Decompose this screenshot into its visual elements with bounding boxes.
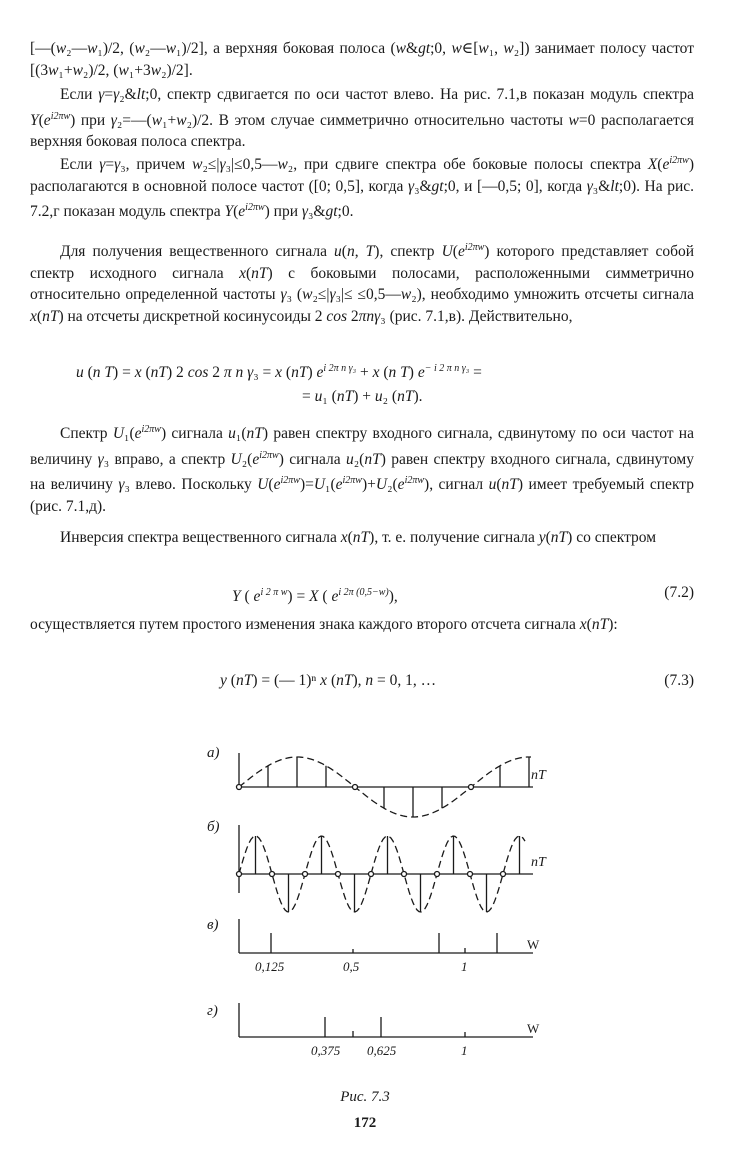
figure-caption: Рис. 7.3 (340, 1089, 390, 1105)
panel-v-axis-label: W (527, 937, 540, 952)
equation-7-2-body: Y ( $e^{i 2 \pi w}) = X$ ( $e^{i 2\pi (0,5-w)}$), (232, 587, 398, 606)
zero-crossing-marker (336, 872, 341, 877)
page-number: 172 (353, 1115, 377, 1131)
panel-label-a: а) (207, 745, 220, 761)
paragraph-3: Если γ=γ₃, причем w₂≤|γ₃|≤0,5—w₂, при сдвиге спектра обе боковые полосы спектра $X(e^{i2\pi w})$ располагаются в основной полосе частот ([0; 0,5], когда γ₃&gt;0, и [—0,5; 0], когда γ₃&lt;0). На рис. 7.2,г показан модуль спектра $Y(e^{i2\pi w})$ при γ₃&gt;0. (30, 155, 695, 221)
paragraph-7: осуществляется путем простого изменения знака каждого второго отсчета сигнала x(nT): (30, 616, 618, 633)
zero-crossing-marker (469, 785, 474, 790)
paragraph-4: Для получения вещественного сигнала u(n, T), спектр $U(e^{i2\pi w})$ которого представляет собой спектр исходного сигнала x(nT) с боковыми полосами, расположенными симметрично относительно определенной частоты γ₃ (w₂≤|γ₃|≤ ≤0,5—w₂), необходимо умножить отсчеты сигнала x(nT) на отсчеты дискретной косинусоиды 2 cos 2πnγ₃ (рис. 7.1,в). Действительно, (30, 242, 695, 325)
zero-crossing-marker (402, 872, 407, 877)
paragraph-1: [—(w₂—w₁)/2, (w₂—w₁)/2], а верхняя боковая полоса (w&gt;0, w∈[w₁, w₂]) занимает полосу частот [(3w₁+w₂)/2, (w₁+3w₂)/2]. (30, 40, 695, 79)
zero-crossing-marker (369, 872, 374, 877)
zero-crossing-marker (237, 872, 242, 877)
equation-7-3-body: y (nT) = (— 1)ⁿ x (nT), n = 0, 1, … (220, 672, 437, 689)
zero-crossing-marker (435, 872, 440, 877)
zero-crossing-marker (468, 872, 473, 877)
zero-crossing-marker (270, 872, 275, 877)
figure-7-3 (195, 735, 595, 1075)
zero-crossing-marker (501, 872, 506, 877)
paragraph-2: Если γ=γ₂&lt;0, спектр сдвигается по оси частот влево. На рис. 7.1,в показан модуль спектра $Y(e^{i2\pi w})$ при γ₂=—(w₁+w₂)/2. В этом случае симметрично относительно частоты w=0 располагается верхняя боковая полоса спектра. (30, 86, 694, 151)
panel-b-axis-label: nT (531, 855, 546, 870)
panel-label-b: б) (207, 819, 220, 835)
equation-7-2-number: (7.2) (664, 584, 694, 601)
panel-label-v: в) (207, 917, 219, 933)
panel-v-tick-label-1: 1 (461, 959, 468, 974)
zero-crossing-marker (237, 785, 242, 790)
paragraph-6: Инверсия спектра вещественного сигнала x(nT), т. е. получение сигнала y(nT) со спектром (60, 529, 657, 546)
panel-g-axis-label: W (527, 1021, 540, 1036)
equation-7-3-number: (7.3) (664, 672, 694, 689)
panel-g-tick-label-0375: 0,375 (311, 1043, 341, 1058)
panel-g-tick-label-0625: 0,625 (367, 1043, 397, 1058)
panel-v-tick-label-05: 0,5 (343, 959, 360, 974)
equation-line-1: u (n T) = x (nT) 2 cos 2 π n γ₃ = x (nT) $e^{i 2\pi n \gamma_3} + x$ (n T) $e^{- i 2 \pi n \gamma_3}$ = (76, 363, 482, 382)
zero-crossing-marker (303, 872, 308, 877)
panel-a-axis-label: nT (531, 768, 546, 783)
panel-v-tick-label-0125: 0,125 (255, 959, 285, 974)
panel-g-tick-label-1: 1 (461, 1043, 468, 1058)
paragraph-5: Спектр $U_1(e^{i2\pi w})$ сигнала u₁(nT) равен спектру входного сигнала, сдвинутому по оси частот на величину γ₃ вправо, а спектр $U_2(e^{i2\pi w})$ сигнала u₂(nT) равен спектру входного сигнала, сдвинутому на величину γ₃ влево. Поскольку $U(e^{i2\pi w})=U_1(e^{i2\pi w})+U_2(e^{i2\pi w})$, сигнал u(nT) имеет требуемый спектр (рис. 7.1,д). (30, 424, 694, 515)
zero-crossing-marker (353, 785, 358, 790)
panel-label-g: г) (207, 1003, 218, 1019)
equation-line-2: = u₁ (nT) + u₂ (nT). (302, 388, 423, 405)
